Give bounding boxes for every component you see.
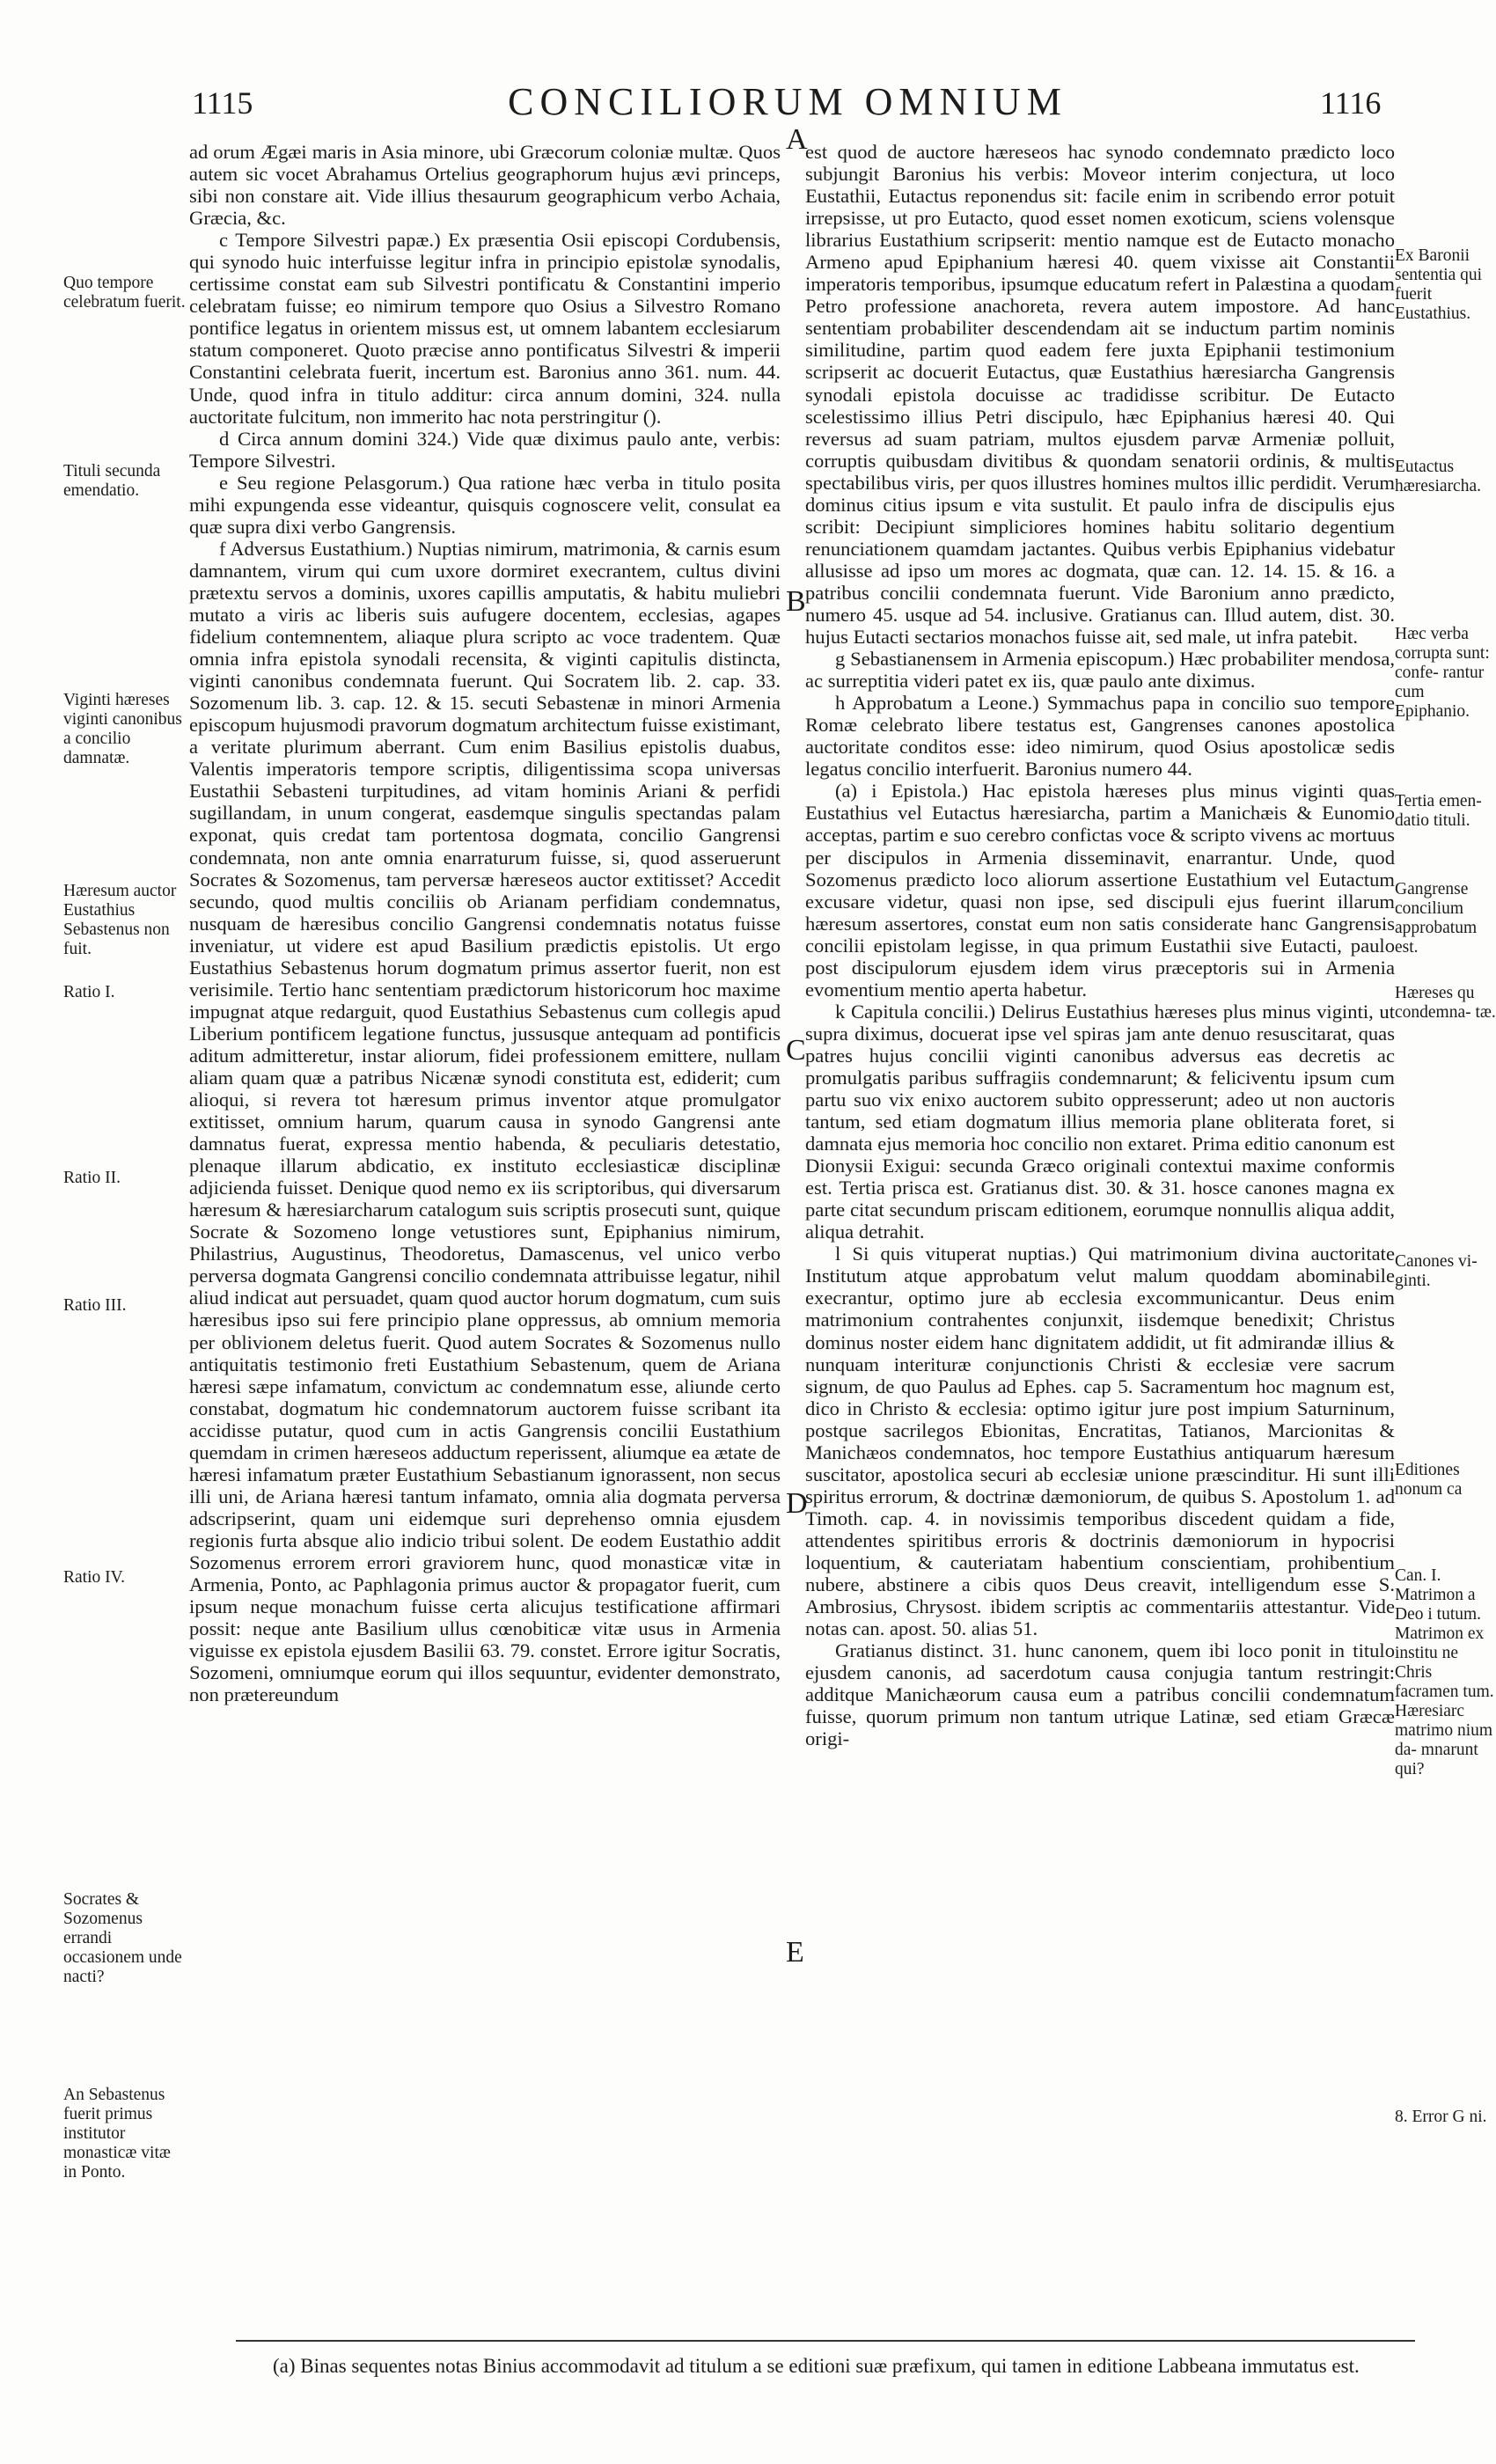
margin-note: Ratio I. [63,983,115,1001]
margin-note: 8. Error G ni. [1395,2108,1487,2126]
paragraph: est quod de auctore hæreseos hac synodo condemnato prædicto loco subjungit Baronius his verbis: Moveor interim conjectura, ut loco Eustathii, Eutactus reponendus sit: facile enim in scribendo error potuit irrepsisse, ut pro Eutacto, quod esset nomen exoticum, sciens volensque librarius Eustathium scripserit: mentio namque est de Eutacto monacho Armeno apud Epiphanium hæresi 40. quem vixisse ait Constantii imperatoris temporibus, ipsumque educatum refert in Palæstina a quodam Petro professione anachoreta, revera autem impostore. Ad hanc sententiam probabiliter descendendam ait se inductum partim nominis similitudine, partim quod eadem fere juxta Epiphanii testimonium scripserit ac docuerit Eutactus, quæ Eustathius hæresiarcha Gangrensis synodali epistola docuisse ac tradidisse scribitur. De Eutacto scelestissimo illius Petri discipulo, hæc Epiphanius hæresi 40. Qui reversus ad suam patriam, multos ejusdem parvæ Armeniæ polluit, corruptis quibusdam divitibus & quondam senatorii ordinis, & multis spectabilibus viris, per quos illustres homines multos illic perdidit. Verum dominus citius ipsum e vita sustulit. Et paulo infra de discipulis ejus scribit: Decipiunt simpliciores homines habitu solitario degentium renunciationem quamdam jactantes. Quibus verbis Epiphanius videbatur allusisse ad ipso um mores ac dogmata, quæ can. 12. 14. 15. & 16. a patribus concilii condemnata fuerunt. Vide Baronium anno prædicto, numero 45. usque ad 54. inclusive. Gratianus can. Illud autem, dist. 30. hujus Eutacti sectarios monachos fuisse ait, sed male, ut infra patebit. [805,141,1395,649]
paragraph: Gratianus distinct. 31. hunc canonem, quem ibi loco ponit in titulo ejusdem canonis, ad sacerdotum causa conjugia tantum restringit: additque Manichæorum causa eum a patribus concilii condemnatum fuisse, quorum primum non tantum utrique Latinæ, sed etiam Græcæ origi- [805,1639,1395,1750]
margin-note: Ratio IV. [63,1568,126,1587]
section-letter: B [786,585,806,618]
margin-note: Socrates & Sozomenus errandi occasionem unde nacti? [63,1890,182,1986]
margin-note: Gangrense concilium approbatum est. [1395,880,1478,957]
paragraph: k Capitula concilii.) Delirus Eustathius hæreses plus minus viginti, ut supra diximus, docuerat ipse vel spiras jam ante denuo resuscitarat, quas patres hujus concilii viginti canonibus adversus eas decretis ac promulgatis paribus suffragiis condemnarunt; & feliciventu ipsum cum partu suo vix enixo auctorem subito oppresserunt; adeo ut non auctoris tantum, sed etiam dogmatum illius memoria plane obliterata foret, si damnata ejus memoria hoc concilio non extaret. Prima editio canonum est Dionysii Exigui: secunda Græco originali contextui maxime conformis est. Tertia prisca est. Gratianus dist. 30. & 31. hosce canones magna ex parte citat secundum priscam editionem, eorumque nonnullis aliqua addit, aliqua detrahit. [805,1000,1395,1243]
margin-note: Hæreses qu condemna- tæ. [1395,984,1496,1022]
section-letter: A [786,123,808,156]
margin-note: Canones vi- ginti. [1395,1252,1478,1290]
margin-note: Hæresum auctor Eustathius Sebastenus non fuit. [63,882,177,958]
margin-note: Tertia emen- datio tituli. [1395,792,1482,830]
margin-note: Ratio III. [63,1296,127,1315]
margin-note: Hæc verba corrupta sunt: confe- rantur cum Epiphanio. [1395,625,1490,721]
paragraph: f Adversus Eustathium.) Nuptias nimirum, matrimonia, & carnis esum damnantem, virum qui cum uxore dormiret execrantem, cultus divini prætextu servos a dominis, uxores capillis amputatis, & habitu muliebri mutato a viris ac liberis suis aufugere docentem, ecclesias, agapes fidelium contemnentem, aliaque plura scripto ac voce tradentem. Quæ omnia infra epistola synodali recensita, & viginti capitulis distincta, viginti canonibus condemnata fuerunt. Qui Socratem lib. 2. cap. 33. Sozomenum lib. 3. cap. 12. & 15. secuti Sebastenæ in minori Armenia episcopum hujusmodi pravorum dogmatum architectum fuisse existimant, a veritate plurimum aberrant. Cum enim Basilius epistolis duabus, Valentis imperatoris tempore scriptis, diligentissima scopa universas Eustathii Sebasteni turpitudines, ad vitam hominis Ariani & perfidi sugillandam, in unum congerat, easdemque singulis spectandas palam exponat, quis credat tam portentosa dogmata, concilio Gangrensi condemnata, non ante omnia enarraturum fuisse, si, quod asseruerunt Socrates & Sozomenus, tam perversæ hæreseos auctor extitisset? Accedit secundo, quod multis conciliis ob Arianam perfidiam condemnatus, nusquam de hæresibus concilio Gangrensi condemnatis notatus fuisse inveniatur, ut videre est apud Basilium prædictis epistolis. Ut ergo Eustathius Sebastenus horum dogmatum primus assertor fuerit, non est verisimile. Tertio hanc sententiam prædictorum historicorum hoc maxime impugnat atque redarguit, quod Eustathius Sebastenus cum collegis apud Liberium pontificem legatione functus, jussusque antequam ad pontificis aditum admitteretur, instar aliorum, fidei professionem emittere, nullam aliam quam quæ a patribus Nicænæ synodi constituta est, ediderit; cum alioqui, si revera tot hæresum primus inventor atque promulgator extitisset, omnium harum, quarum causa in synodo Gangrensi ante damnatus fuerat, expressa mentio habenda, & peculiaris detestatio, plenaque illarum abdicatio, ex instituto ecclesiasticæ disciplinæ adjicienda fuisset. Denique quod nemo ex iis scriptoribus, qui diversarum hæresum & hæresiarcharum catalogum suis scriptis prosecuti sunt, quique Socrate & Sozomeno longe vetustiores sunt, Epiphanius nimirum, Philastrius, Augustinus, Theodoretus, Damascenus, vel unico verbo perversa dogmata Gangrensi concilio condemnata attribuisse legatur, nihil aliud indicat aut persuadet, quam quod auctor horum dogmatum, cum suis hæresibus ipso sui fere principio plane oppressus, ab omnium memoria per oblivionem deletus fuerit. Quod autem Socrates & Sozomenus nullo antiquitatis testimonio freti Eustathium Sebastenum, quem de Ariana hæresi sæpe infamatum, convictum ac condemnatum esse, aliunde certo constabat, dogmatum hic condemnatorum auctorem fuisse scribant ita accidisse putatur, quod cum in actis Gangrensis concilii Eustathium quemdam in crimen hæreseos adductum reperissent, aliumque ea ætate de hæresi infamatum præter Eustathium Sebastianum ignorassent, non secus illi uni, de Ariana hæresi tantum infamato, omnia alia dogmata perversa adscripserint, quam uni eidemque suri deprehenso omnia ejusdem regionis furta absque alio indicio tribui solent. De eodem Eustathio addit Sozomenus errorem errori graviorem hunc, quod monasticæ vitæ in Armenia, Ponto, ac Paphlagonia primus auctor & propagator fuerit, cum ipsum neque monachum fuisse certa alicujus testificatione affirmari possit: neque ante Basilium ullus cœnobiticæ vitæ usus in Armenia viguisse ex epistola ejusdem Basilii 63. 79. constet. Errore igitur Socratis, Sozomeni, omniumque eorum qui illos sequuntur, evidenter demonstrato, non prætereundum [189,537,781,1706]
margin-note: Viginti hæreses viginti canonibus a concilio damnatæ. [63,691,182,767]
footnote: (a) Binas sequentes notas Binius accommodavit ad titulum a se editioni suæ præfixum, qui tamen in editione Labbeana immutatus est. [273,2355,1360,2377]
margin-note: Ex Baronii sententia qui fuerit Eustathius. [1395,246,1483,323]
paragraph: e Seu regione Pelasgorum.) Qua ratione hæc verba in titulo posita mihi expungenda esse videantur, quisquis cognoscere velit, consulat ea quæ supra dixi verbo Gangrensis. [189,471,781,538]
margin-note: Editiones nonum ca [1395,1461,1463,1499]
margin-note: Quo tempore celebratum fuerit. [63,274,186,312]
paragraph: ad orum Ægæi maris in Asia minore, ubi Græcorum coloniæ multæ. Quos autem sic vocet Abrahamus Ortelius geographorum hujus ævi princeps, sibi non constare ait. Vide illius thesaurum geographicum verbo Achaia, Græcia, &c. [189,141,781,230]
paragraph: c Tempore Silvestri papæ.) Ex præsentia Osii episcopi Cordubensis, qui synodo huic interfuisse legitur infra in principio epistolæ synodalis, certissime constat eam sub Silvestri pontificatu & Constantini imperio celebratam fuisse; eo nimirum tempore quo Osius a Silvestro Romano pontifice legatus in orientem missus est, ut omnem labantem ecclesiarum statum componeret. Quoto præcise anno pontificatus Silvestri & imperii Constantini celebrata fuerit, incertum est. Baronius anno 361. num. 44. Unde, quod infra in titulo additur: circa annum domini, 324. nulla auctoritate fulcitum, non immerito hac nota perstringitur (). [189,229,781,428]
page-number-left: 1115 [192,85,253,121]
paragraph: l Si quis vituperat nuptias.) Qui matrimonium divina auctoritate Institutum atque approbatum velut malum quoddam abominabile execrantur, optimo jure ab ecclesia excommunicantur. Deus enim matrimonium contrahentes conjunxit, iisdemque benedixit; Christus dominus noster eidem hanc dignitatem addidit, ut fit admirandæ illius & nunquam interituræ conjunctionis Christi & ecclesiæ vere sacrum signum, de quo Paulus ad Ephes. cap 5. Sacramentum hoc magnum est, dico in Christo & ecclesia: optimo igitur jure post impium Saturninum, postque sacrilegos Ebionitas, Encratitas, Tatianos, Marcionitas & Manichæos condemnatos, hoc tempore Eustathius antiquarum hæresum suscitator, apostolica securi ab ecclesiæ unione præscinditur. Hi sunt illi spiritus errorum, & doctrinæ dæmoniorum, de quibus S. Apostolum 1. ad Timoth. cap. 4. in novissimis temporibus discedent quidam a fide, attendentes spiritibus erroris & doctrinis dæmoniorum in hypocrisi loquentium, & cauteriatam habentium conscientiam, prohibentium nubere, abstinere a cibis quos Deus creavit, intelligendum esse S. Ambrosius, Chrysost. ibidem scriptis ac commentariis attestantur. Vide notas can. apost. 50. alias 51. [805,1243,1395,1640]
paragraph: h Approbatum a Leone.) Symmachus papa in concilio suo tempore Romæ celebrato libere testatus est, Gangrenses canones apostolica auctoritate conditos esse: ideo nimirum, quod Osius apostolicæ sedis legatus concilio interfuerit. Baronius numero 44. [805,692,1395,781]
right-text-column [805,141,1395,2226]
paragraph: (a) i Epistola.) Hac epistola hæreses plus minus viginti quas Eustathius vel Eutactus hæresiarcha, partim a Manichæis & Eunomio acceptas, partim e suo cerebro confictas voce & scripto vivens ac mortuus per discipulos in Armenia disseminavit, enarrantur. Unde, quod Sozomenus prædicto loco aliorum assertione Eustathium vel Eutactum excusare videtur, quasi non ipse, sed discipuli ejus fuerint illarum hæresum assertores, constat eum non satis considerate hanc Gangrensis concilii epistolam legisse, in qua primum Eustathii sive Eutacti, paulo post discipulorum ejusdem idem virus præceptoris sui in Armenia evomentium mentio aperta habetur. [805,780,1395,1001]
section-letter: E [786,1936,804,1969]
footnote-separator [236,2340,1415,2342]
margin-note: Tituli secunda emendatio. [63,462,161,500]
margin-note: Can. I. Matrimon a Deo i tutum. Matrimon ex institu ne Chris facramen tum. Hæresiarc matrimo nium da- mnarunt qui? [1395,1566,1494,1778]
running-title: CONCILIORUM OMNIUM [508,80,1067,123]
left-text-column [189,141,781,2226]
margin-note: An Sebastenus fuerit primus institutor monasticæ vitæ in Ponto. [63,2086,171,2182]
paragraph: d Circa annum domini 324.) Vide quæ diximus paulo ante, verbis: Tempore Silvestri. [189,427,781,472]
margin-note: Ratio II. [63,1169,121,1187]
page-number-right: 1116 [1320,85,1382,121]
paragraph: g Sebastianensem in Armenia episcopum.) Hæc probabiliter mendosa, ac surreptitia videri patet ex iis, quæ paulo ante diximus. [805,648,1395,693]
section-letter: D [786,1487,808,1520]
margin-note: Eutactus hæresiarcha. [1395,458,1481,495]
section-letter: C [786,1034,806,1067]
